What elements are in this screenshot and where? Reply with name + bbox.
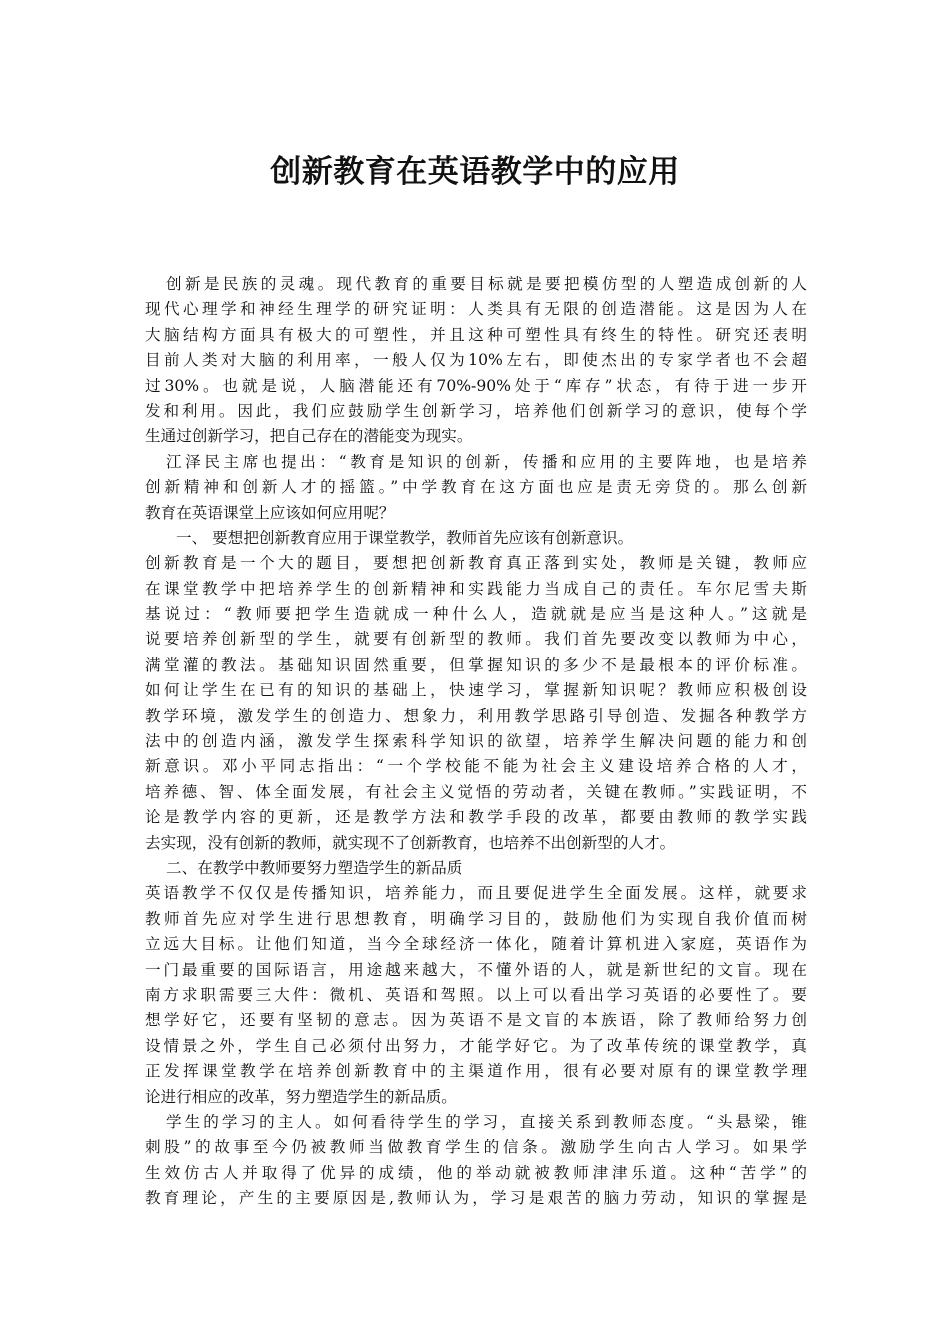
text-line: 培养德、智、体全面发展，有社会主义觉悟的劳动者，关键在教师。”实践证明，不 xyxy=(145,782,807,801)
text-line: 法中的创造内涵，激发学生探索科学知识的欲望，培养学生解决问题的能力和创 xyxy=(145,732,807,751)
text-line: 教师首先应对学生进行思想教育，明确学习目的，鼓励他们为实现自我价值而树 xyxy=(145,909,807,928)
document-title: 创新教育在英语教学中的应用 xyxy=(270,154,680,190)
text-line: 英语教学不仅仅是传播知识，培养能力，而且要促进学生全面发展。这样，就要求 xyxy=(145,884,807,903)
text-line: 想学好它，还要有坚韧的意志。因为英语不是文盲的本族语，除了教师给努力创 xyxy=(145,1011,807,1030)
text-line: 目前人类对大脑的利用率，一般人仅为10%左右，即使杰出的专家学者也不会超 xyxy=(145,351,807,370)
text-line: 二、在教学中教师要努力塑造学生的新品质 xyxy=(166,858,463,877)
text-line: 基说过：“教师要把学生造就成一种什么人，造就就是应当是这种人。”这就是 xyxy=(145,605,807,624)
text-line: 南方求职需要三大件：微机、英语和驾照。以上可以看出学习英语的必要性了。要 xyxy=(145,985,807,1004)
text-line: 创新教育是一个大的题目，要想把创新教育真正落到实处，教师是关键，教师应 xyxy=(145,554,807,573)
text-line: 正发挥课堂教学在培养创新教育中的主渠道作用，很有必要对原有的课堂教学理 xyxy=(145,1062,807,1081)
document-body xyxy=(145,272,807,1211)
text-line: 教学环境，激发学生的创造力、想象力，利用教学思路引导创造、发掘各种教学方 xyxy=(145,706,807,725)
text-line: 教育在英语课堂上应该如何应用呢？ xyxy=(145,503,395,522)
text-line: 在课堂教学中把培养学生的创新精神和实践能力当成自己的责任。车尔尼雪夫斯 xyxy=(145,579,807,598)
text-line: 刺股”的故事至今仍被教师当做教育学生的信条。激励学生向古人学习。如果学 xyxy=(145,1138,807,1157)
text-line: 论进行相应的改革，努力塑造学生的新品质。 xyxy=(145,1087,457,1106)
text-line: 过30%。也就是说，人脑潜能还有70%-90%处于“库存”状态，有待于进一步开 xyxy=(145,376,807,395)
text-line: 学生的学习的主人。如何看待学生的学习，直接关系到教师态度。“头悬梁，锥 xyxy=(166,1112,807,1131)
text-line: 大脑结构方面具有极大的可塑性，并且这种可塑性具有终生的特性。研究还表明 xyxy=(145,325,807,344)
text-line: 创新是民族的灵魂。现代教育的重要目标就是要把模仿型的人塑造成创新的人 xyxy=(166,275,807,293)
text-line: 论是教学内容的更新，还是教学方法和教学手段的改革，都要由教师的教学实践 xyxy=(145,808,807,827)
text-line: 创新精神和创新人才的摇篮。”中学教育在这方面也应是责无旁贷的。那么创新 xyxy=(145,478,807,497)
text-line: 现代心理学和神经生理学的研究证明：人类具有无限的创造潜能。这是因为人在 xyxy=(145,300,807,319)
text-line: 去实现，没有创新的教师，就实现不了创新教育，也培养不出创新型的人才。 xyxy=(145,833,676,852)
text-line: 满堂灌的教法。基础知识固然重要，但掌握知识的多少不是最根本的评价标准。 xyxy=(145,655,807,674)
text-line: 立远大目标。让他们知道，当今全球经济一体化，随着计算机进入家庭，英语作为 xyxy=(145,935,807,954)
text-line: 新意识。邓小平同志指出：“一个学校能不能为社会主义建设培养合格的人才， xyxy=(145,757,807,776)
text-line: 生通过创新学习，把自己存在的潜能变为现实。 xyxy=(145,427,473,446)
text-line: 说要培养创新型的学生，就要有创新型的教师。我们首先要改变以教师为中心， xyxy=(145,630,807,649)
text-line: 如何让学生在已有的知识的基础上，快速学习，掌握新知识呢？教师应积极创设 xyxy=(145,681,807,700)
text-line: 设情景之外，学生自己必须付出努力，才能学好它。为了改革传统的课堂教学，真 xyxy=(145,1036,807,1055)
text-line: 教育理论，产生的主要原因是,教师认为，学习是艰苦的脑力劳动，知识的掌握是 xyxy=(145,1189,807,1208)
text-line: 一门最重要的国际语言，用途越来越大，不懂外语的人，就是新世纪的文盲。现在 xyxy=(145,960,807,979)
text-line: 江泽民主席也提出：“教育是知识的创新，传播和应用的主要阵地，也是培养 xyxy=(166,452,807,471)
text-line: 发和利用。因此，我们应鼓励学生创新学习，培养他们创新学习的意识，使每个学 xyxy=(145,401,807,420)
text-line: 生效仿古人并取得了优异的成绩，他的举动就被教师津津乐道。这种“苦学”的 xyxy=(145,1163,807,1182)
text-line: 一、 要想把创新教育应用于课堂教学，教师首先应该有创新意识。 xyxy=(176,528,634,547)
